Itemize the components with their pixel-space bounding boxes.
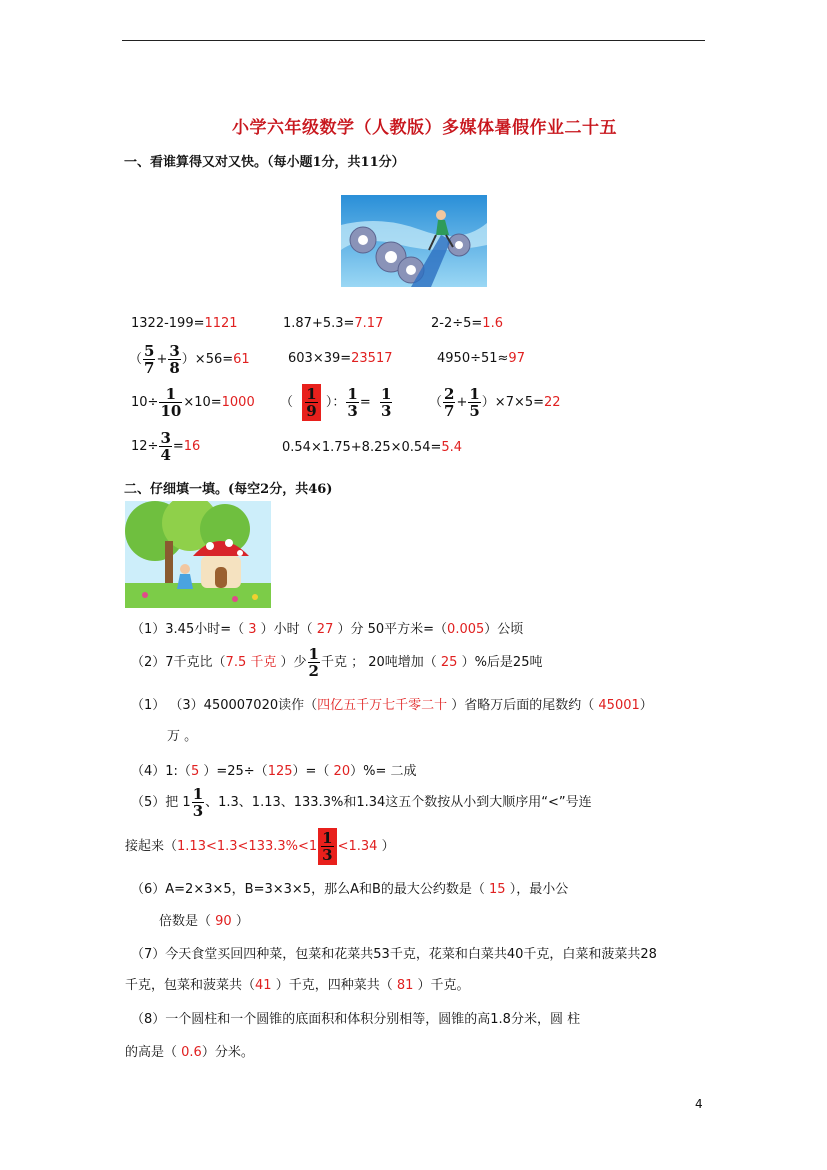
fill-q3: （1） （3）450007020读作（四亿五千万七千零二十 ）省略万后面的尾数约（ 45001） [131,698,653,713]
calc-row-1a: 1322-199=1121 [131,316,238,331]
calc-row-2c: 4950÷51≈97 [437,351,525,366]
section-2-heading: 二、仔细填一填。(每空2分，共46) [124,482,333,497]
fill-q7: （7）今天食堂买回四种菜，包菜和花菜共53千克，花菜和白菜共40千克，白菜和菠菜共28 [131,947,657,962]
calc-row-3c: （ $\frac{2}{7}$ + $\frac{1}{5}$ ）×7×5=22 [429,385,561,420]
calc-row-2a: （ $\frac{5}{7}$ + $\frac{3}{8}$ ）×56=61 [129,342,250,377]
fill-q1: （1）3.45小时=（ 3 ）小时（ 27 ）分 50平方米=（0.005）公顷 [131,622,524,637]
header-rule [122,40,705,41]
calc-row-3b: （ $\frac{1}{9}$ ）： $\frac{1}{3}$ = $\frac{1}{3}$ [280,385,392,420]
fill-q8-cont: 的高是（ 0.6）分米。 [125,1045,254,1060]
fill-q6: （6）A=2×3×5，B=3×3×5，那么A和B的最大公约数是（ 15 ），最小公 [131,882,569,897]
calc-row-1c: 2-2÷5=1.6 [431,316,503,331]
page-title: 小学六年级数学（人教版）多媒体暑假作业二十五 [232,118,617,138]
section-1-heading: 一、看谁算得又对又快。（每小题1分，共11分） [124,155,405,170]
highlighted-answer-fraction: $\frac{1}{3}$ [318,828,336,865]
fill-q3-cont: 万 。 [167,729,198,744]
fill-q5-answer: 接起来（1.13<1.3<133.3%<1 $\frac{1}{3}$ <1.34 ） [125,829,395,864]
calc-row-3a: 10÷ $\frac{1}{10}$ ×10=1000 [131,385,255,420]
gears-illustration [341,195,487,287]
fill-q8: （8）一个圆柱和一个圆锥的底面积和体积分别相等，圆锥的高1.8分米，圆 柱 [131,1012,581,1027]
calc-row-4a: 12÷ $\frac{3}{4}$ =16 [131,429,201,464]
fill-q4: （4）1:（5 ）=25÷（125）=（ 20）%= 二成 [131,764,417,779]
fill-q6-cont: 倍数是（ 90 ） [159,914,249,929]
calc-row-2b: 603×39=23517 [288,351,393,366]
calc-row-1b: 1.87+5.3=7.17 [283,316,384,331]
highlighted-answer-fraction: $\frac{1}{9}$ [302,384,320,421]
calc-row-4b: 0.54×1.75+8.25×0.54=5.4 [282,440,463,455]
mushroom-house-illustration [125,501,271,608]
fill-q7-cont: 千克，包菜和菠菜共（41 ）千克，四种菜共（ 81 ）千克。 [125,978,470,993]
page-number: 4 [695,1097,703,1111]
fill-q2: （2）7千克比（7.5 千克 ）少 $\frac{1}{2}$ 千克 ； 20吨增加（ 25 ）%后是25吨 [131,645,543,680]
fill-q5: （5）把 1 $\frac{1}{3}$ 、1.3、1.13、133.3%和1.34这五个数按从小到大顺序用“<”号连 [131,785,592,820]
